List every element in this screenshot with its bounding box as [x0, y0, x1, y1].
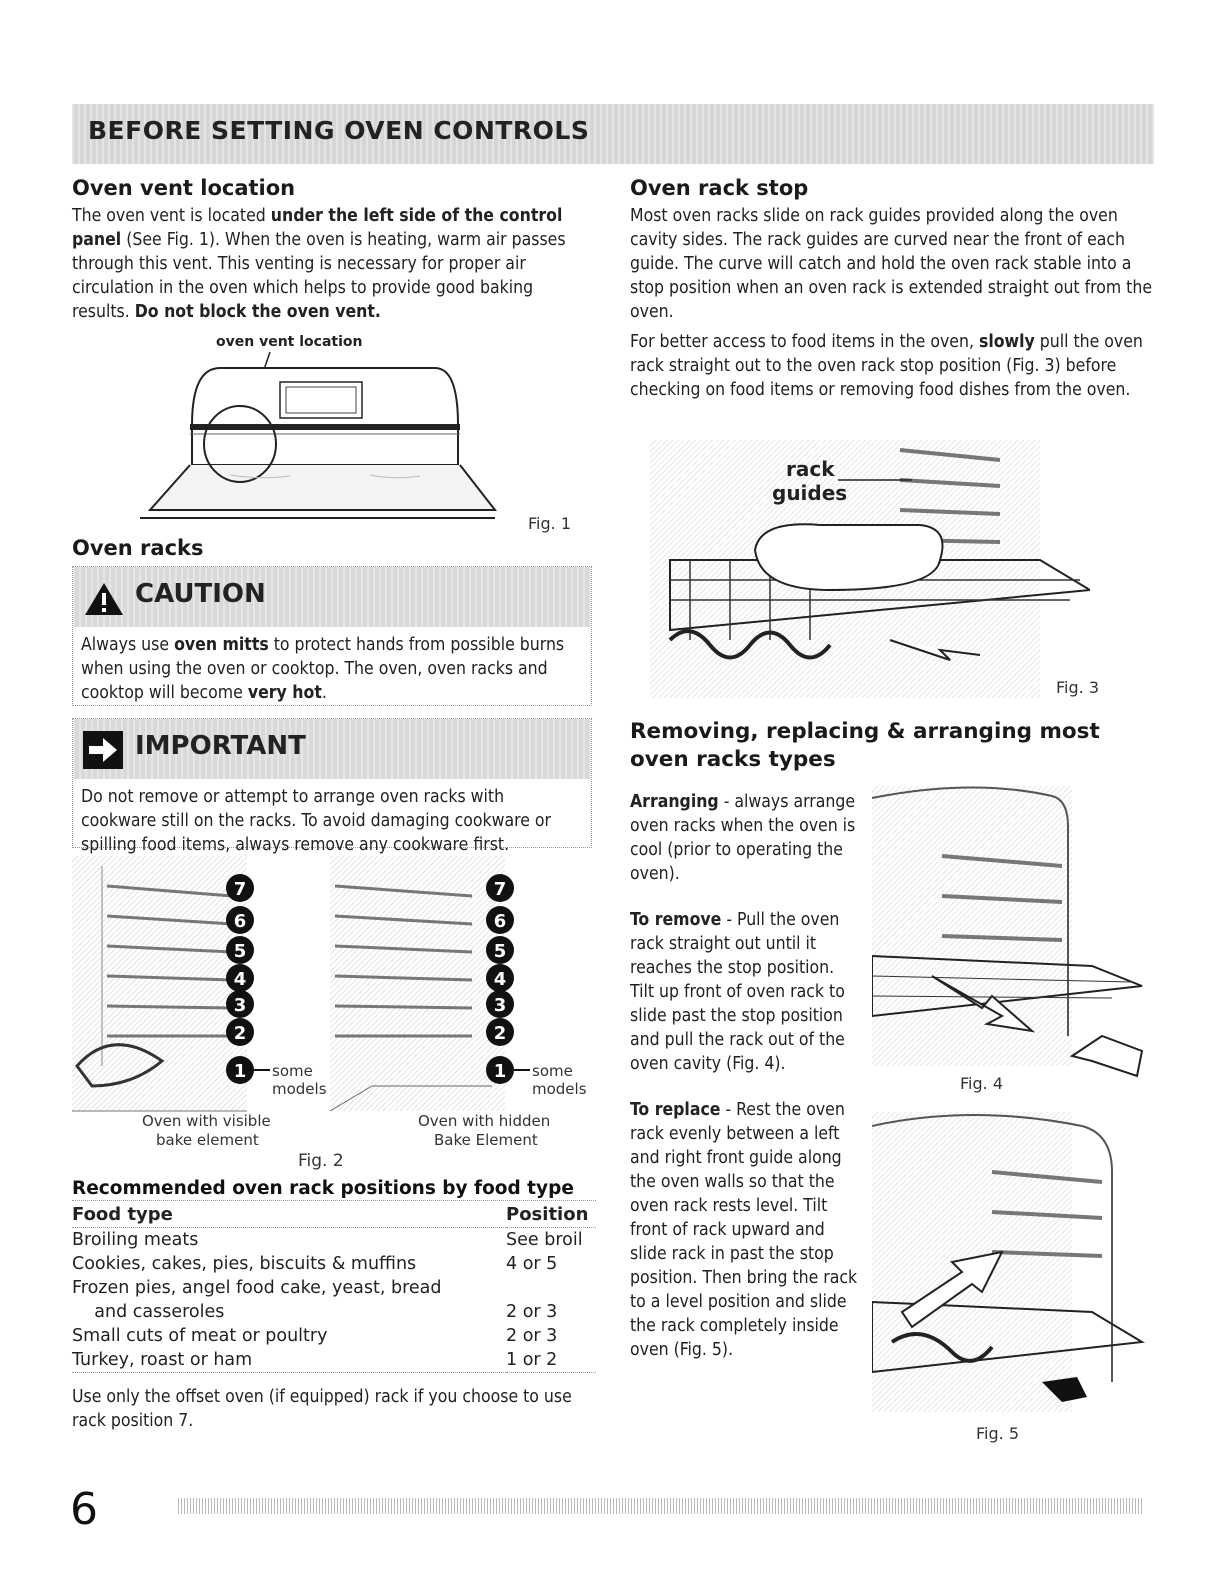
- vent-heading: Oven vent location: [72, 176, 296, 200]
- rack-number-3: 3: [493, 995, 507, 1016]
- col-position: Position: [506, 1201, 596, 1228]
- to-replace-paragraph: To replace - Rest the oven rack evenly between a left and right front guide along the oven walls so that the oven rack rests level. Tilt front of rack upward and slide rack in past the stop position. Then bring the rack to a level position and slide the rack completely inside oven (Fig. 5).: [630, 1100, 858, 1360]
- col-food-type: Food type: [72, 1201, 506, 1228]
- caution-title: CAUTION: [135, 579, 266, 609]
- table-row: Cookies, cakes, pies, biscuits & muffins 4 or 5: [72, 1254, 558, 1274]
- table-header-row: [72, 1201, 596, 1228]
- rack-number-1: 1: [233, 1061, 247, 1082]
- important-header: [73, 719, 591, 779]
- fig2-caption: Fig. 2: [298, 1151, 344, 1171]
- warning-triangle-icon: [83, 581, 125, 617]
- table-title: Recommended oven rack positions by food type: [72, 1178, 596, 1201]
- table-row: and casseroles 2 or 3: [72, 1302, 558, 1322]
- caution-header: [73, 567, 591, 627]
- some-models-label-right-1: some: [532, 1062, 573, 1080]
- fig3-caption: Fig. 3: [1056, 678, 1099, 697]
- rack-guides-label-1: rack: [786, 457, 835, 481]
- rack-number-2: 2: [493, 1023, 507, 1044]
- important-text: Do not remove or attempt to arrange oven racks with cookware still on the racks. To avoid damaging cookware or spilling food items, always remove any cookware first.: [81, 787, 552, 855]
- important-title: IMPORTANT: [135, 731, 306, 761]
- rack-positions-table: [72, 1201, 596, 1373]
- rack-number-6: 6: [493, 911, 507, 932]
- hidden-bake-caption-2: Bake Element: [434, 1131, 538, 1149]
- vent-location-label: oven vent location: [216, 334, 363, 350]
- table-row: Broiling meats See broil: [72, 1230, 583, 1250]
- rack-number-7: 7: [233, 879, 247, 900]
- arrow-right-icon: [83, 731, 123, 769]
- rack-number-5: 5: [233, 941, 247, 962]
- rack-stop-heading: Oven rack stop: [630, 176, 809, 200]
- table-row: Frozen pies, angel food cake, yeast, bread: [72, 1278, 442, 1298]
- rack-number-1: 1: [493, 1061, 507, 1082]
- offset-rack-note: Use only the offset oven (if equipped) rack if you choose to use rack position 7.: [72, 1387, 572, 1431]
- fig4-remove-rack-illustration: [872, 786, 1152, 1086]
- rack-positions-table-section: [72, 1178, 596, 1433]
- visible-bake-caption-2: bake element: [156, 1131, 259, 1149]
- rack-guides-label-2: guides: [772, 481, 848, 505]
- visible-bake-caption-1: Oven with visible: [142, 1112, 271, 1130]
- removing-heading: Removing, replacing & arranging most oven racks types: [630, 719, 1100, 772]
- rack-number-4: 4: [233, 969, 247, 990]
- caution-box: [72, 566, 592, 706]
- page-number: 6: [70, 1484, 98, 1535]
- table-row: Turkey, roast or ham 1 or 2: [72, 1348, 596, 1373]
- rack-stop-paragraph-2: For better access to food items in the oven, slowly pull the oven rack straight out to the oven rack stop position (Fig. 3) before checking on food items or removing food dishes from the oven.: [630, 332, 1143, 400]
- fig4-caption: Fig. 4: [960, 1074, 1003, 1093]
- footer-rule: [178, 1498, 1144, 1514]
- fig1-oven-vent-illustration: [140, 330, 510, 530]
- vent-paragraph: The oven vent is located under the left side of the control panel (See Fig. 1). When the oven is heating, warm air passes through this vent. This venting is necessary for proper air circulation in the oven which helps to provide good baking results. Do not block the oven vent.: [72, 206, 566, 322]
- fig5-caption: Fig. 5: [976, 1424, 1019, 1443]
- rack-number-7: 7: [493, 879, 507, 900]
- removing-text-column: [630, 790, 862, 1362]
- some-models-label-right-2: models: [532, 1080, 587, 1098]
- rack-number-3: 3: [233, 995, 247, 1016]
- fig3-rack-stop-illustration: [650, 440, 1090, 702]
- to-remove-paragraph: To remove - Pull the oven rack straight out until it reaches the stop position. Tilt up front of oven rack to slide past the stop position and pull the rack out of the oven cavity (Fig. 4).: [630, 910, 845, 1074]
- rack-number-2: 2: [233, 1023, 247, 1044]
- rack-number-4: 4: [493, 969, 507, 990]
- hidden-bake-caption-1: Oven with hidden: [418, 1112, 551, 1130]
- rack-number-5: 5: [493, 941, 507, 962]
- left-column: [72, 176, 596, 324]
- fig2-rack-positions-illustration: [72, 856, 596, 1176]
- rack-stop-paragraph-1: Most oven racks slide on rack guides provided along the oven cavity sides. The rack guides are curved near the front of each guide. The curve will catch and hold the oven rack stable into a stop position when an oven rack is extended straight out from the oven.: [630, 206, 1153, 322]
- table-row: Small cuts of meat or poultry 2 or 3: [72, 1326, 558, 1346]
- fig5-replace-rack-illustration: [872, 1112, 1152, 1422]
- arranging-paragraph: Arranging - always arrange oven racks when the oven is cool (prior to operating the oven).: [630, 792, 856, 884]
- fig1-caption: Fig. 1: [528, 514, 571, 533]
- right-column: [630, 176, 1154, 402]
- some-models-label-left-2: models: [272, 1080, 327, 1098]
- some-models-label-left-1: some: [272, 1062, 313, 1080]
- rack-number-6: 6: [233, 911, 247, 932]
- oven-racks-heading: Oven racks: [72, 536, 204, 560]
- important-box: [72, 718, 592, 855]
- section-banner: [72, 104, 1154, 164]
- caution-text: Always use oven mitts to protect hands from possible burns when using the oven or cooktop. The oven, oven racks and cooktop will become very hot.: [81, 635, 565, 703]
- section-title: BEFORE SETTING OVEN CONTROLS: [88, 116, 590, 145]
